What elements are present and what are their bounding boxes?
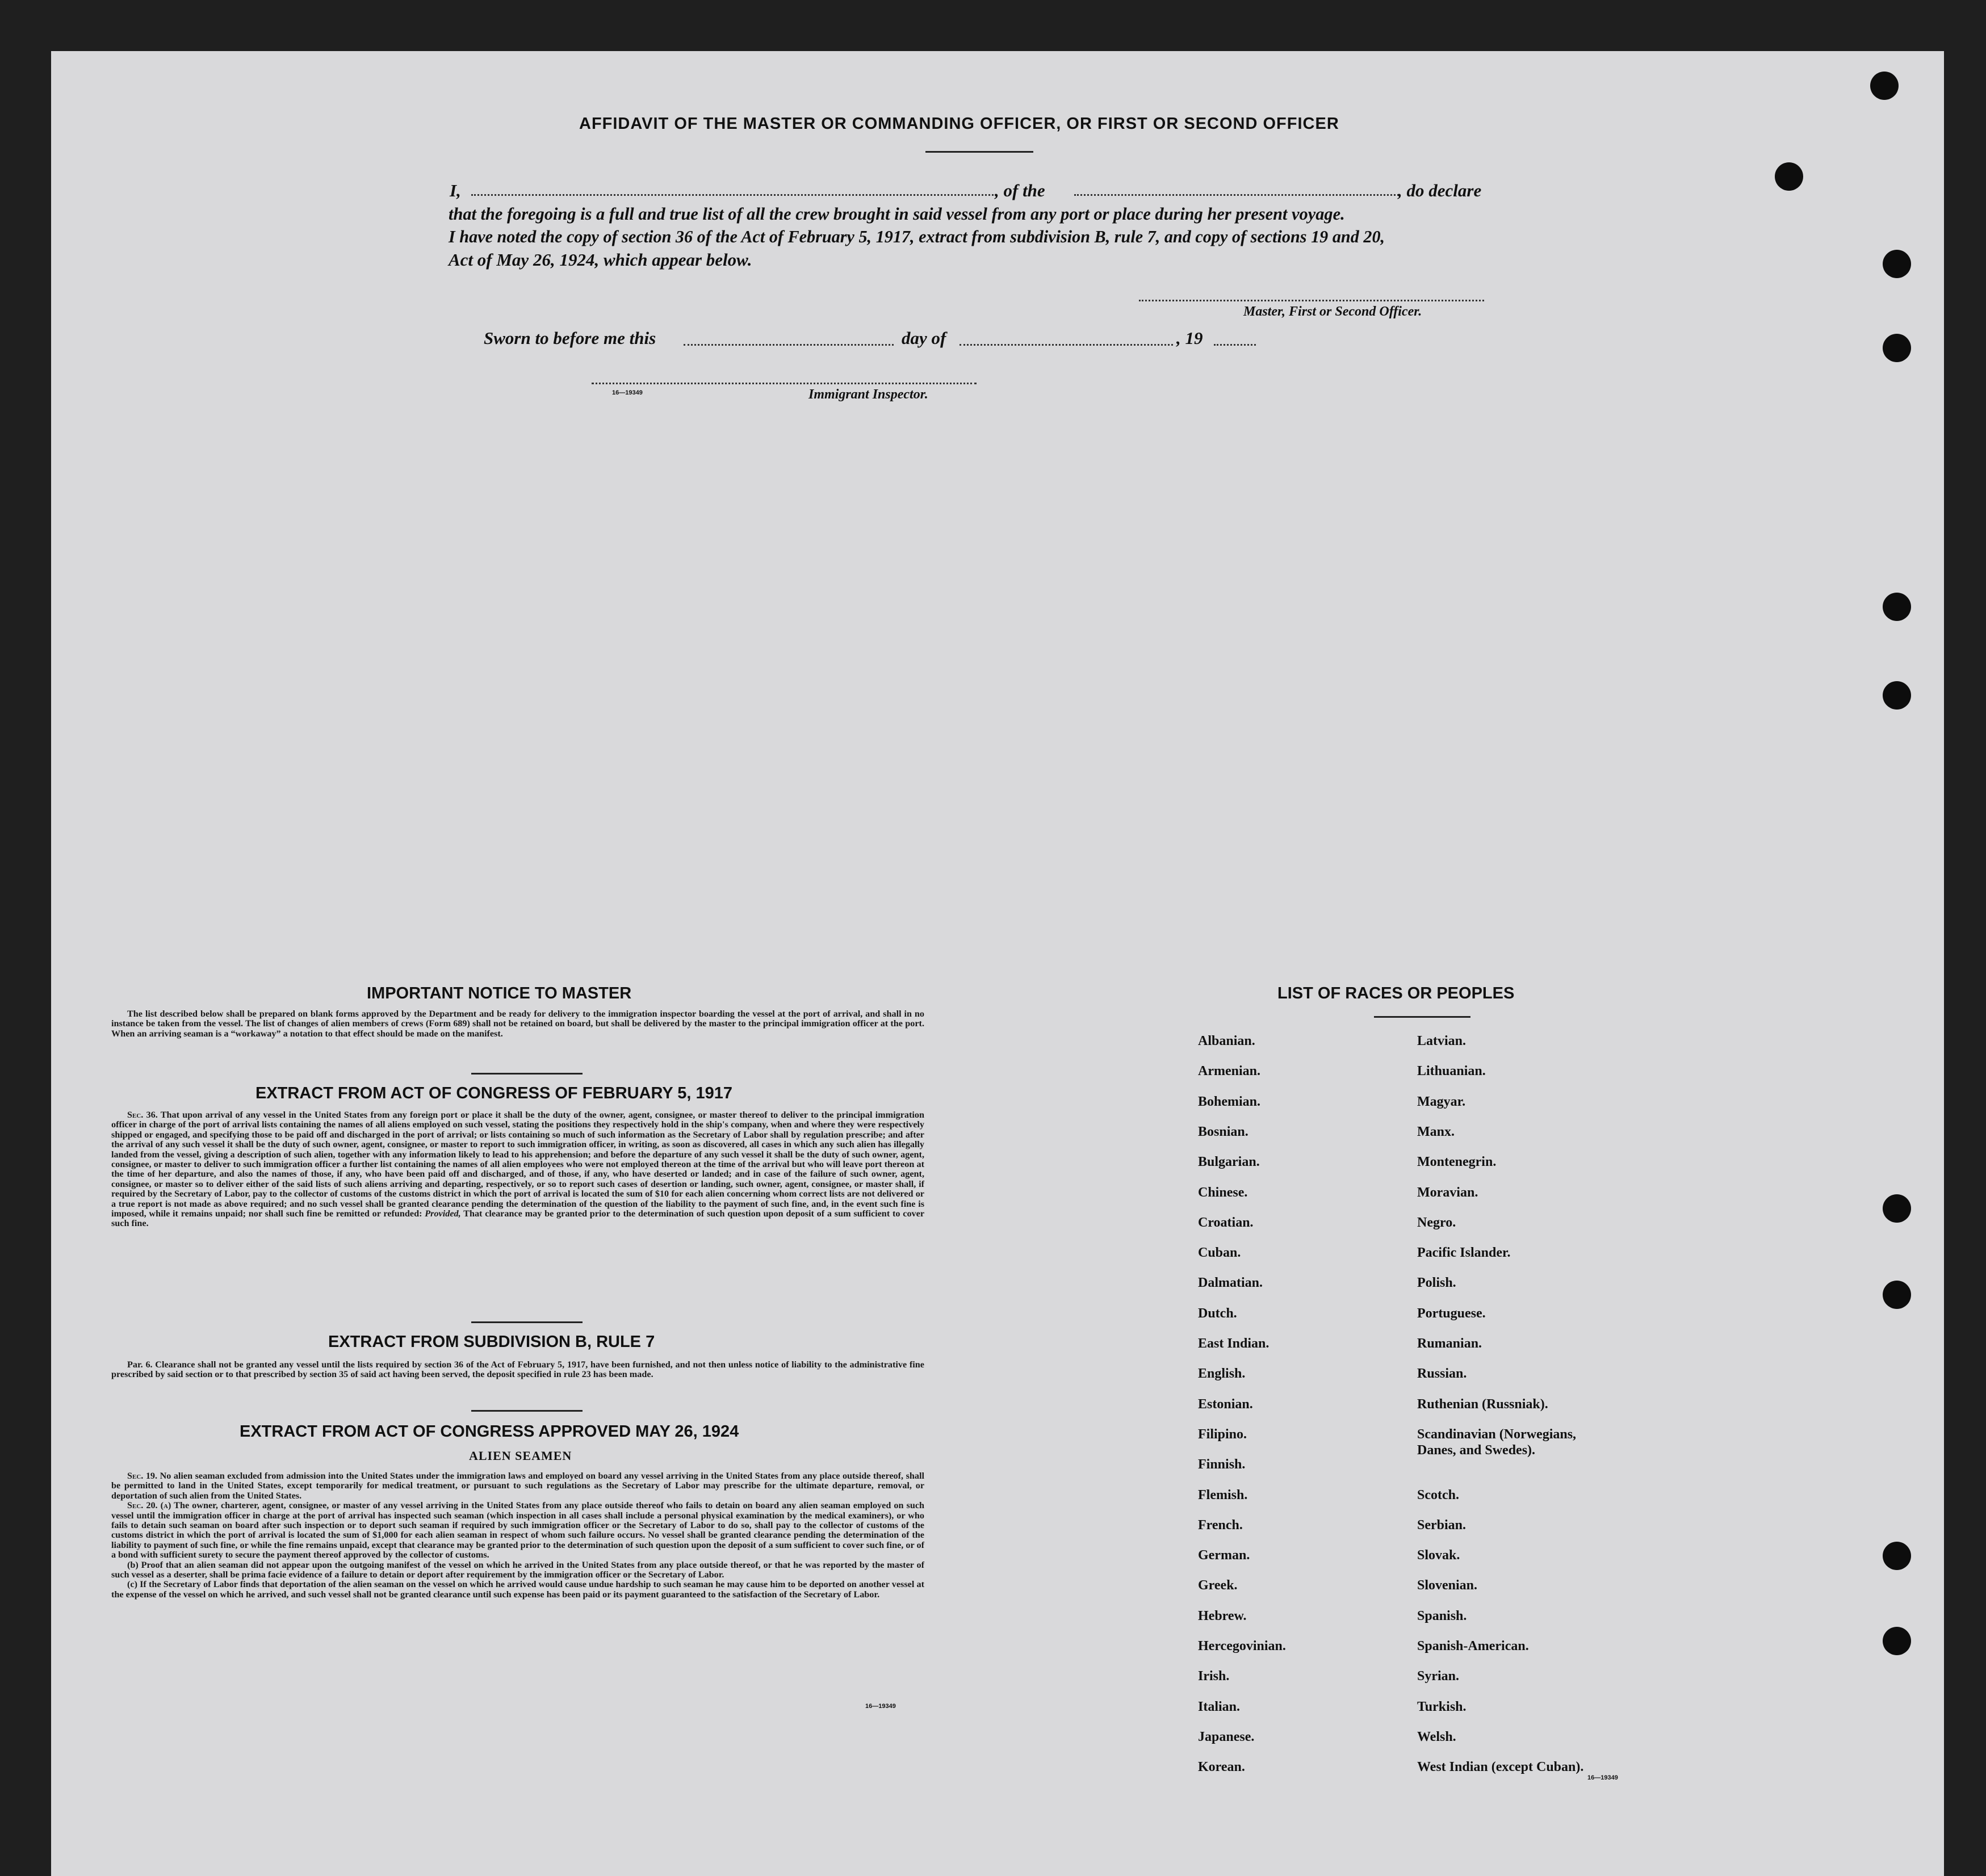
race-item: Chinese. (1198, 1185, 1248, 1200)
race-item: Turkish. (1417, 1699, 1467, 1714)
race-item: Lithuanian. (1417, 1064, 1486, 1079)
notice-title: IMPORTANT NOTICE TO MASTER (367, 984, 632, 1002)
vessel-blank (1074, 194, 1399, 196)
race-item: Dalmatian. (1198, 1275, 1263, 1291)
race-item: Bulgarian. (1198, 1155, 1260, 1170)
race-item: Dutch. (1198, 1306, 1237, 1321)
sworn-end: , 19 (1176, 328, 1203, 348)
race-item: Syrian. (1417, 1669, 1460, 1684)
race-item: West Indian (except Cuban). (1417, 1760, 1584, 1775)
notice-paragraph: The list described below shall be prepared on blank forms approved by the Department and be ready for delivery to the immigration inspector boarding the vessel at the port of arrival, and shall in no instance be taken from the vessel. The list of changes of alien members of crews (Form 689) shall not be retained on board, but shall be delivered by the master to the principal immigration officer at the port. When an arriving seaman is a “workaway” a notation to that effect should be made on the manifest. (111, 1009, 924, 1039)
race-item: East Indian. (1198, 1336, 1269, 1351)
notice-text (111, 1009, 924, 1039)
race-item: Hercegovinian. (1198, 1639, 1286, 1653)
punch-hole (1883, 1281, 1911, 1309)
race-item: Irish. (1198, 1669, 1230, 1684)
sec20c-text: (c) If the Secretary of Labor finds that deportation of the alien seaman on the vessel on which he arrived would cause undue hardship to such seaman he may cause him to be deported on another vessel at the expense of the vessel on which he arrived, and such vessel shall not be granted clearance until such expense has been paid or its payment guaranteed to the satisfaction of the Secretary of Labor. (111, 1579, 924, 1600)
race-item: Bohemian. (1198, 1094, 1261, 1109)
race-item: Pacific Islander. (1417, 1245, 1511, 1261)
sworn-day-blank (684, 344, 894, 346)
inspector-signature-line (592, 383, 977, 384)
title-rule (925, 151, 1033, 153)
race-item: Negro. (1417, 1215, 1456, 1230)
punch-hole (1883, 593, 1911, 621)
race-item: Portuguese. (1417, 1306, 1486, 1321)
punch-hole (1883, 250, 1911, 278)
races-form-number: 16—19349 (1587, 1774, 1618, 1781)
alien-seamen-subtitle: ALIEN SEAMEN (469, 1449, 572, 1463)
affidavit-line1-mid: , of the (995, 181, 1045, 200)
race-item: Hebrew. (1198, 1608, 1247, 1623)
rule7-title: EXTRACT FROM SUBDIVISION B, RULE 7 (328, 1333, 655, 1351)
race-item: Cuban. (1198, 1245, 1241, 1261)
affidavit-line3: I have noted the copy of section 36 of the Act of February 5, 1917, extract from subdivision B, rule 7, and copy of sections 19 and 20, (449, 227, 1385, 246)
race-item: Manx. (1417, 1124, 1455, 1139)
race-item: Danes, and Swedes). (1417, 1442, 1536, 1458)
extract-form-number: 16—19349 (865, 1703, 896, 1710)
race-item: Filipino. (1198, 1426, 1247, 1442)
extract-1917-title: EXTRACT FROM ACT OF CONGRESS OF FEBRUARY 5, 1917 (255, 1084, 733, 1102)
punch-hole (1883, 1194, 1911, 1223)
race-item: French. (1198, 1517, 1243, 1533)
race-item: Finnish. (1198, 1457, 1246, 1472)
race-item: Moravian. (1417, 1185, 1478, 1200)
race-item: English. (1198, 1366, 1246, 1382)
races-title: LIST OF RACES OR PEOPLES (1277, 984, 1515, 1002)
affidavit-line1-end: , do declare (1398, 181, 1482, 200)
section-divider (471, 1073, 583, 1075)
race-item: Welsh. (1417, 1729, 1456, 1744)
name-blank (471, 194, 994, 196)
race-item: Rumanian. (1417, 1336, 1482, 1351)
race-item: Italian. (1198, 1699, 1241, 1714)
sworn-start: Sworn to before me this (484, 328, 656, 348)
rule7-paragraph: Par. 6. Clearance shall not be granted any vessel until the lists required by section 36 of the Act of February 5, 1917, have been furnished, and not then unless notice of liability to the administrative fine prescribed by said section or to that prescribed by section 35 of said act having been served, the deposit specified in rule 23 has been made. (111, 1359, 924, 1380)
extract-1924-text (111, 1471, 924, 1600)
rule7-text (111, 1360, 924, 1380)
sec19-text: No alien seaman excluded from admission into the United States under the immigration laws and employed on board any vessel arriving in the United States from any place outside thereof, shall be permitted to land in the United States, except temporarily for medical treatment, or pursuant to such regulations as the Secretary of Labor may prescribe for the ultimate departure, removal, or deportation of such alien from the United States. (111, 1471, 924, 1501)
race-item: Estonian. (1198, 1396, 1253, 1412)
affidavit-line4: Act of May 26, 1924, which appear below. (449, 250, 752, 270)
race-item: Serbian. (1417, 1517, 1467, 1533)
sec20a-text: The owner, charterer, agent, consignee, or master of any vessel arriving in the United States from any place outside thereof who fails to detain on board any alien seaman employed on such vessel until the immigration officer in charge at the port of arrival has inspected such seaman (which inspection in all cases shall include a personal physical examination by the medical examiners), or who fails to detain such seaman on board after such inspection or to deport such seaman if required by such immigration officer or the Secretary of Labor to do so, shall pay to the collector of customs of the customs district in which the port of arrival is located the sum of $1,000 for each alien seaman in respect of whom such failure occurs. No vessel shall be granted clearance pending the determination of the liability to payment of such fine, or while the fine remains unpaid, except that clearance may be granted prior to the determination of such question upon the deposit of a sum sufficient to cover such fine, or of a bond with sufficient surety to secure the payment thereof approved by the collector of customs. (111, 1500, 925, 1560)
extract-1917-text (111, 1110, 924, 1229)
race-item: Spanish-American. (1417, 1639, 1529, 1653)
sworn-month-blank (960, 344, 1173, 346)
proviso-word: Provided, (425, 1208, 461, 1219)
race-item: Bosnian. (1198, 1124, 1248, 1139)
sworn-mid: day of (902, 328, 946, 348)
affidavit-title: AFFIDAVIT OF THE MASTER OR COMMANDING OFFICER, OR FIRST OR SECOND OFFICER (579, 115, 1339, 133)
race-item: Russian. (1417, 1366, 1467, 1382)
master-signature-line (1139, 300, 1484, 301)
race-item: Scotch. (1417, 1487, 1459, 1503)
sec20-label: Sec. 20. (a) (127, 1500, 171, 1511)
race-item: German. (1198, 1548, 1250, 1563)
race-item: Spanish. (1417, 1608, 1467, 1623)
race-item: Armenian. (1198, 1064, 1260, 1079)
sec36-text: That upon arrival of any vessel in the United States from any foreign port or place it shall be the duty of the owner, agent, consignee, or master thereof to deliver to the principal immigration officer in charge of the port of arrival lists containing the names of all aliens employed on such vessel, stating the positions they respectively hold in the ship's company, when and where they were respectively shipped or engaged, and specifying those to be paid off and discharged in the port of arrival; or lists containing so much of such information as the Secretary of Labor shall by regulation prescribe; and after the arrival of any such vessel it shall be the duty of such owner, agent, consignee, or master to report to such immigration officer, in writing, as soon as discovered, all cases in which any such alien has illegally landed from the vessel, giving a description of such alien, together with any information likely to lead to his apprehension; and before the departure of any such vessel it shall be the duty of such owner, agent, consignee, or master to deliver to such immigration officer a further list containing the names of all alien employees who were not employed thereon at the time of the arrival but who will leave port thereon at the time of her departure, and also the names of those, if any, who have been paid off and discharged, and of those, if any, who have deserted or landed; and in case of the failure of such owner, agent, consignee, or master so to deliver either of the said lists of such aliens arriving and departing, respectively, or so to report such cases of desertion or landing, such owner, agent, consignee, or master shall, if required by the Secretary of Labor, pay to the collector of customs of the customs district in which the port of arrival is located the sum of $10 for each alien concerning whom correct lists are not delivered or a true report is not made as above required; and no such vessel shall be granted clearance pending the determination of the question of the liability to the payment of such fine, and, in the event such fine is imposed, while it remains unpaid; nor shall such fine be remitted or refunded: (111, 1110, 924, 1219)
race-item: Greek. (1198, 1578, 1238, 1593)
punch-hole (1883, 681, 1911, 710)
punch-hole (1775, 162, 1803, 191)
affidavit-line2: that the foregoing is a full and true list of all the crew brought in said vessel from any port or place during her present voyage. (449, 204, 1345, 224)
sec19-label: Sec. 19. (127, 1471, 158, 1481)
race-item: Polish. (1417, 1275, 1456, 1291)
punch-hole (1883, 1627, 1911, 1655)
race-item: Korean. (1198, 1760, 1245, 1775)
race-item: Slovenian. (1417, 1578, 1478, 1593)
section-divider (471, 1410, 583, 1412)
punch-hole (1870, 72, 1899, 100)
extract-1924-title: EXTRACT FROM ACT OF CONGRESS APPROVED MAY 26, 1924 (240, 1422, 739, 1441)
race-item: Montenegrin. (1417, 1155, 1497, 1170)
race-item: Slovak. (1417, 1548, 1460, 1563)
race-item: Magyar. (1417, 1094, 1466, 1109)
inspector-label: Immigrant Inspector. (808, 387, 928, 402)
race-item: Japanese. (1198, 1729, 1255, 1744)
sworn-year-blank (1214, 344, 1256, 346)
punch-hole (1883, 1542, 1911, 1570)
race-item: Ruthenian (Russniak). (1417, 1396, 1548, 1412)
race-item: Scandinavian (Norwegians, (1417, 1426, 1577, 1442)
race-item: Albanian. (1198, 1034, 1255, 1048)
sec36-label: Sec. 36. (127, 1110, 158, 1120)
race-item: Latvian. (1417, 1034, 1467, 1048)
sec20b-text: (b) Proof that an alien seaman did not appear upon the outgoing manifest of the vessel on which he arrived in the United States from any place outside thereof, or that he was reported by the master of such vessel as a deserter, shall be prima facie evidence of a failure to detain or deport after requirement by the immigration officer or the Secretary of Labor. (111, 1559, 924, 1580)
race-item: Croatian. (1198, 1215, 1254, 1230)
affidavit-form-number: 16—19349 (612, 389, 643, 396)
races-title-rule (1374, 1016, 1470, 1018)
section-divider (471, 1321, 583, 1323)
proviso-text: That clearance may be granted prior to the determination of such question upon deposit of a sum sufficient to cover such fine. (111, 1208, 925, 1229)
master-label: Master, First or Second Officer. (1243, 304, 1422, 319)
affidavit-line1-start: I, (450, 181, 461, 200)
document-sheet (51, 51, 1944, 1876)
race-item: Flemish. (1198, 1487, 1248, 1503)
punch-hole (1883, 334, 1911, 362)
